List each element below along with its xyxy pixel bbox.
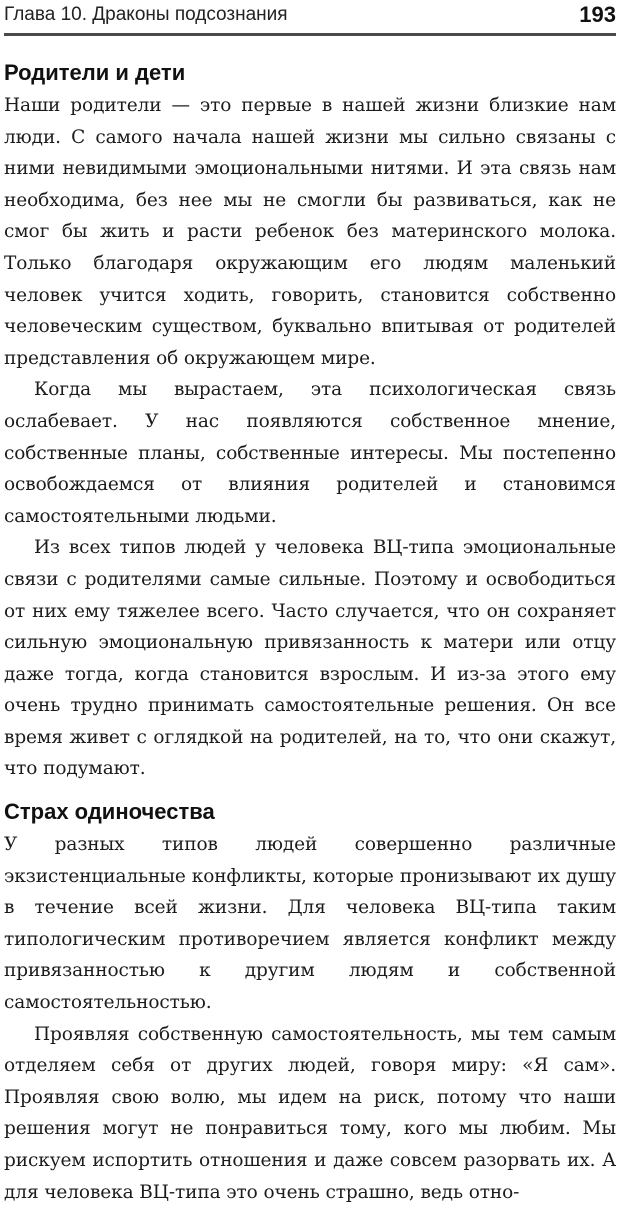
chapter-title: Глава 10. Драконы подсознания — [4, 4, 288, 25]
page-number: 193 — [579, 2, 616, 27]
paragraph: Когда мы вырастаем, эта психологическая связь ослабевает. У нас появляются собственное мнение, собственные планы, собственные интересы. Мы постепенно освобождаемся от влияния родителей и становимся самостоятельными людьми. — [4, 379, 616, 527]
page-body — [4, 56, 616, 1208]
paragraph: Из всех типов людей у человека ВЦ-типа эмоциональные связи с родителями самые сильные. Поэтому и освободиться от них ему тяжелее всего. Часто случается, что он сохраняет сильную эмоциональную привязанность к матери или отцу даже тогда, когда становится взрослым. И из-за этого ему очень трудно принимать самостоятельные решения. Он все время живет с оглядкой на родителей, на то, что они скажут, что подумают. — [4, 537, 616, 780]
paragraph: Наши родители — это первые в нашей жизни близкие нам люди. С самого начала нашей жизни мы сильно связаны с ними невидимыми эмоциональными нитями. И эта связь нам необходима, без нее мы не смогли бы развиваться, как не смог бы жить и расти ребенок без материнского молока. Только благодаря окружающим его людям маленький человек учится ходить, говорить, становится собственно человеческим существом, буквально впитывая от родителей представления об окружающем мире. — [4, 95, 616, 369]
section-heading-parents: Родители и дети — [4, 60, 186, 85]
header-rule — [4, 33, 616, 36]
running-header — [4, 0, 616, 30]
section-heading-loneliness: Страх одиночества — [4, 799, 215, 825]
paragraph: Проявляя собственную самостоятельность, мы тем самым отделяем себя от других людей, говоря миру: «Я сам». Проявляя свою волю, мы идем на риск, потому что наши решения могут не понравиться тому, кого мы любим. Мы рискуем испортить отношения и даже совсем разорвать их. А для человека ВЦ-типа это очень страшно, ведь отно- — [4, 1023, 616, 1203]
paragraph: У разных типов людей совершенно различные экзистенциальные конфликты, которые пронизывают их душу в течение всей жизни. Для человека ВЦ-типа таким типологическим противоречием является конфликт между привязанностью к другим людям и собственной самостоятельностью. — [4, 834, 616, 1014]
